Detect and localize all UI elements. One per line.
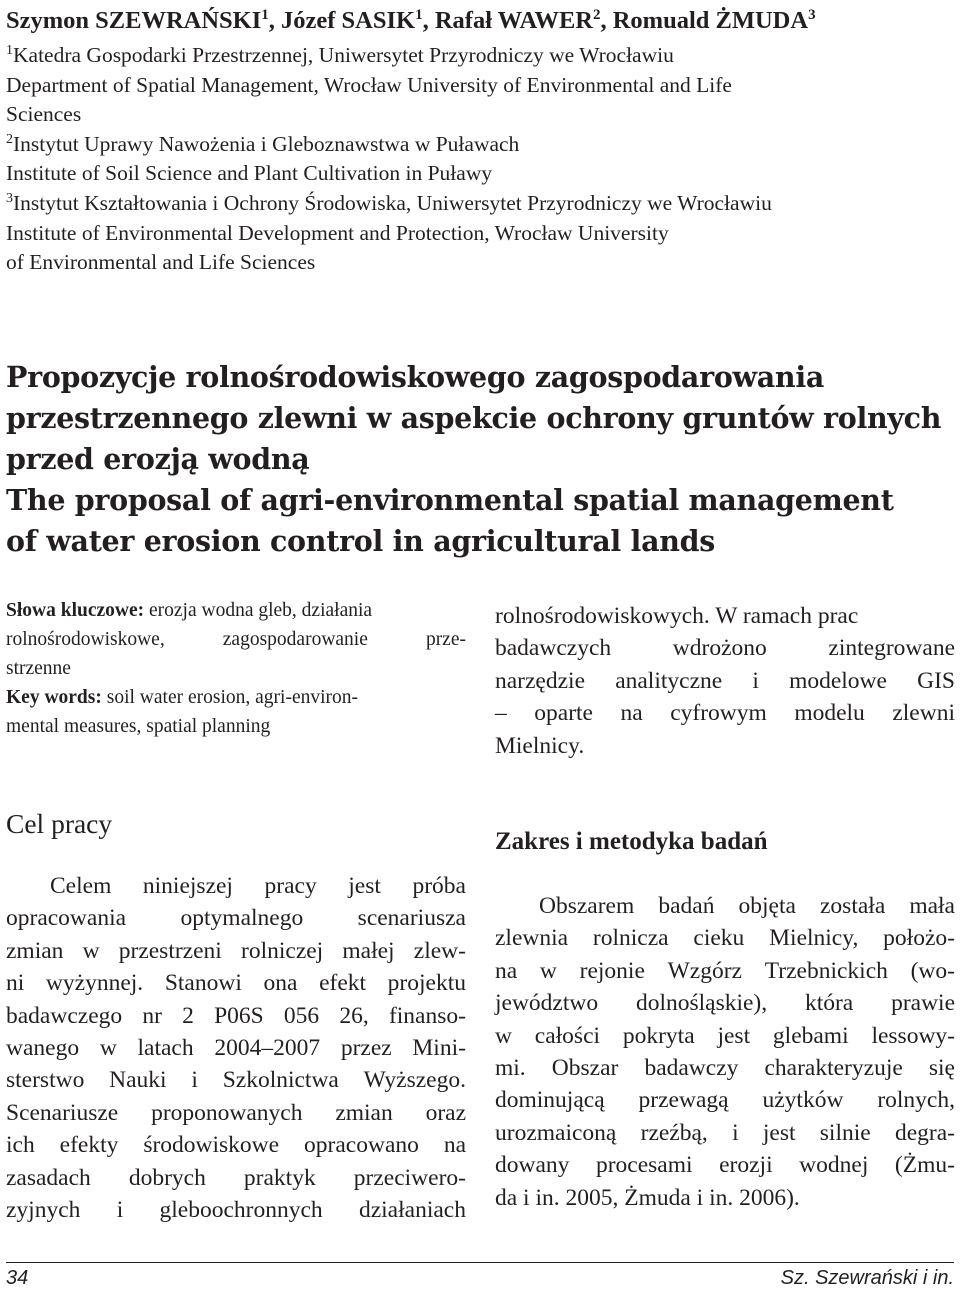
affiliation-text: of Environmental and Life Sciences [6, 250, 316, 275]
author-affiliation-marker: 1 [261, 6, 269, 23]
word: analityczne [615, 667, 723, 694]
text-line [495, 1020, 955, 1052]
word: modelu [794, 700, 865, 727]
author-affiliation-marker: 3 [808, 6, 816, 23]
word: Trzebnickich [764, 957, 888, 984]
affiliation-text: Department of Spatial Management, Wrocław University of Environmental and Life [6, 72, 732, 97]
text-line [6, 902, 466, 934]
word: zlew- [413, 937, 466, 964]
word: całości [534, 1022, 601, 1049]
affiliation-line [6, 71, 956, 101]
word: na [620, 700, 643, 727]
text-line [495, 1052, 955, 1084]
word: mi. [495, 1055, 526, 1082]
word: oparte [534, 700, 593, 727]
word: położo- [883, 925, 955, 952]
word: zmian [335, 1099, 393, 1126]
word: opracowania [6, 905, 127, 932]
word: na [443, 1132, 466, 1159]
word: niniejszej [142, 873, 233, 899]
word: na [495, 957, 518, 984]
keywords-pl-label: Słowa kluczowe: [6, 600, 145, 621]
text-line [6, 935, 466, 967]
affiliation-text: Institute of Environmental Development and Protection, Wrocław University [6, 220, 669, 245]
author-name: Romuald ŻMUDA [612, 7, 809, 34]
word: wdrożono [672, 635, 767, 662]
word: finanso- [388, 1002, 466, 1029]
word: oraz [425, 1099, 466, 1126]
word: rolniczej [241, 937, 324, 964]
word: i [116, 1197, 124, 1224]
word: zlewni [892, 700, 955, 727]
word: objęta [738, 893, 796, 919]
text-line: rolnośrodowiskowych. W ramach prac [495, 603, 859, 629]
author-affiliation-marker: 2 [592, 6, 601, 23]
footer-rule [6, 1262, 954, 1263]
word: scenariusza [357, 905, 466, 932]
word: Mielnicy, [769, 925, 859, 952]
word: cyfrowym [670, 700, 767, 727]
affiliation-line [6, 159, 956, 189]
word: Obszar [551, 1055, 619, 1082]
word: latach [137, 1035, 194, 1062]
word: dolnośląskie), [635, 990, 768, 1017]
affiliation-text: Sciences [6, 102, 82, 127]
text-line [495, 1117, 955, 1149]
keywords-en-label: Key words: [6, 687, 102, 708]
word: jest [762, 1119, 796, 1146]
word: wanego [6, 1035, 80, 1062]
word: pokryta [622, 1022, 695, 1049]
word: degra- [894, 1119, 955, 1146]
word: glebami [772, 1022, 849, 1049]
word: gleboochronnych [159, 1197, 323, 1224]
word: Wyższego. [363, 1067, 466, 1094]
title-line: Propozycje rolnośrodowiskowego zagospodarowania [6, 360, 825, 394]
word: badań [658, 893, 715, 919]
word: urozmaiconą [495, 1119, 617, 1146]
word: narzędzie [495, 667, 586, 694]
word: proponowanych [151, 1099, 303, 1126]
text-line [495, 987, 955, 1019]
keywords-pl-text: erozja wodna gleb, działania [144, 600, 373, 621]
word: – [495, 700, 507, 727]
affiliation-line [6, 219, 956, 249]
word: Obszarem [539, 893, 635, 919]
word: zlewnia [495, 925, 569, 952]
word: silnie [819, 1119, 871, 1146]
word: dominującą [495, 1087, 605, 1114]
text-line [495, 922, 955, 954]
author-name: Szymon SZEWRAŃSKI [6, 7, 262, 34]
word: procesami [595, 1152, 693, 1179]
text-line [6, 1162, 466, 1194]
word: praktyk [243, 1164, 316, 1191]
text-line [495, 955, 955, 987]
word: Celem [50, 873, 112, 899]
affiliation-text: Katedra Gospodarki Przestrzennej, Uniwersytet Przyrodniczy we Wrocławiu [13, 43, 674, 67]
text-line [495, 1084, 955, 1116]
word: zyjnych [6, 1197, 81, 1224]
author-separator: , [600, 7, 613, 34]
keywords-block [6, 596, 466, 741]
text-line [6, 1032, 466, 1064]
word: nr [142, 1002, 162, 1029]
word: opracowano [304, 1132, 419, 1159]
word: GIS [917, 667, 955, 694]
word: jewództwo [495, 990, 599, 1017]
word: (wo- [910, 957, 955, 984]
word: przez [340, 1035, 392, 1062]
keywords-pl-line [6, 596, 466, 625]
page-number: 34 [6, 1267, 29, 1289]
author-separator: , [422, 7, 435, 34]
keywords-en-text: soil water erosion, agri-environ- [101, 687, 359, 708]
word: optymalnego [180, 905, 304, 932]
affiliation-text: Instytut Uprawy Nawożenia i Gleboznawstwa w Puławach [13, 131, 520, 156]
word: Nauki [109, 1067, 167, 1094]
keywords-en-line: mental measures, spatial planning [6, 716, 271, 737]
section-aim-text [6, 870, 466, 1226]
word: która [804, 990, 854, 1017]
title-line: of water erosion control in agricultural lands [6, 524, 716, 558]
affiliation-line [6, 100, 956, 130]
section-scope-text [495, 890, 955, 1214]
word: zasadach [6, 1164, 91, 1191]
word: przewagą [638, 1087, 729, 1114]
word: działaniach [358, 1197, 466, 1224]
word: środowiskowe [143, 1132, 280, 1159]
title-line: The proposal of agri-environmental spatial management [6, 483, 894, 517]
text-line [6, 1097, 466, 1129]
word: erozji [719, 1152, 773, 1179]
word: i [732, 1119, 739, 1146]
author-separator: , [268, 7, 282, 34]
word: prze- [425, 629, 466, 650]
word: zmian [6, 937, 64, 964]
word: mała [909, 893, 955, 919]
title-line: przed erozją wodną [6, 442, 310, 476]
affiliation-marker: 3 [6, 190, 13, 206]
word: ich [6, 1132, 35, 1159]
word: w [539, 957, 557, 984]
word: użytków [762, 1087, 844, 1114]
affiliation-line [6, 189, 956, 219]
word: wodnej [799, 1152, 869, 1179]
word: sterstwo [6, 1067, 85, 1094]
word: próba [412, 873, 466, 899]
word: Mini- [412, 1035, 466, 1062]
word: jest [348, 873, 381, 899]
word: projektu [387, 970, 466, 997]
word: (Żmu- [894, 1152, 955, 1179]
affiliation-line [6, 130, 956, 160]
word: została [820, 893, 886, 919]
affiliation-line [6, 41, 956, 71]
text-line [6, 1129, 466, 1161]
affiliations [6, 41, 956, 278]
word: 2004–2007 [214, 1035, 321, 1062]
author-name: Józef SASIK [281, 7, 416, 34]
text-line [6, 1194, 466, 1226]
text-line [6, 967, 466, 999]
word: w [99, 1035, 117, 1062]
word: pracy [264, 873, 317, 899]
text-line [495, 890, 955, 922]
word: dowany [495, 1152, 570, 1179]
word: jest [717, 1022, 751, 1049]
word: 2 [182, 1002, 194, 1029]
affiliation-marker: 2 [6, 131, 13, 147]
word: Scenariusze [6, 1099, 119, 1126]
running-head: Sz. Szewrański i in. [780, 1267, 954, 1289]
text-line [6, 1064, 466, 1096]
word: zagospodarowanie [222, 629, 368, 650]
word: zintegrowane [828, 635, 955, 662]
word: małej [342, 937, 395, 964]
affiliation-text: Instytut Kształtowania i Ochrony Środowiska, Uniwersytet Przyrodniczy we Wrocławiu [13, 190, 772, 215]
word: 056 [283, 1002, 320, 1029]
word: rolnych, [877, 1087, 955, 1114]
word: efekty [59, 1132, 119, 1159]
word: prawie [891, 990, 955, 1017]
word: ona [263, 970, 298, 997]
word: w [495, 1022, 512, 1049]
word: Stanowi [164, 970, 242, 997]
author-name: Rafał WAWER [434, 7, 593, 34]
abstract-continuation [495, 600, 955, 762]
keywords-pl-line [6, 625, 466, 654]
section-heading-aim: Cel pracy [6, 808, 113, 839]
keywords-pl-line: strzenne [6, 658, 71, 679]
section-heading-scope: Zakres i metodyka badań [495, 828, 768, 855]
text-line [6, 1000, 466, 1032]
author-list [6, 6, 956, 36]
word: modelowe [789, 667, 887, 694]
word: rejonie [579, 957, 645, 984]
text-line [495, 1149, 955, 1181]
word: rolnicza [592, 925, 669, 952]
word: i [191, 1067, 198, 1094]
word: efekt [319, 970, 367, 997]
word: się [928, 1055, 955, 1082]
word: rzeźbą, [640, 1119, 708, 1146]
affiliation-marker: 1 [6, 42, 13, 58]
title-line: przestrzennego zlewni w aspekcie ochrony gruntów rolnych [6, 401, 942, 435]
word: Wzgórz [667, 957, 742, 984]
keywords-en-line [6, 683, 466, 712]
word: i [752, 667, 759, 694]
affiliation-text: Institute of Soil Science and Plant Cultivation in Puławy [6, 161, 493, 186]
word: cieku [693, 925, 745, 952]
paper-title [6, 357, 956, 562]
word: badawczy [644, 1055, 739, 1082]
word: wyżynnej. [45, 970, 144, 997]
word: rolnośrodowiskowe, [6, 629, 165, 650]
author-affiliation-marker: 1 [415, 6, 423, 23]
word: badawczego [6, 1002, 123, 1029]
text-line [495, 697, 955, 729]
word: badawczych [495, 635, 612, 662]
text-line [495, 632, 955, 664]
word: w [82, 937, 100, 964]
text-line [495, 665, 955, 697]
word: przestrzeni [118, 937, 222, 964]
word: dobrych [128, 1164, 206, 1191]
word: 26, [339, 1002, 369, 1029]
word: ni [6, 970, 25, 997]
word: przeciwero- [353, 1164, 466, 1191]
word: P06S [214, 1002, 264, 1029]
text-line: Mielnicy. [495, 732, 585, 759]
affiliation-line [6, 248, 956, 278]
word: Szkolnictwa [222, 1067, 339, 1094]
text-line [6, 870, 466, 902]
word: charakteryzuje [764, 1055, 903, 1082]
text-line: da i in. 2005, Żmuda i in. 2006). [495, 1184, 800, 1211]
word: lessowy- [871, 1022, 955, 1049]
